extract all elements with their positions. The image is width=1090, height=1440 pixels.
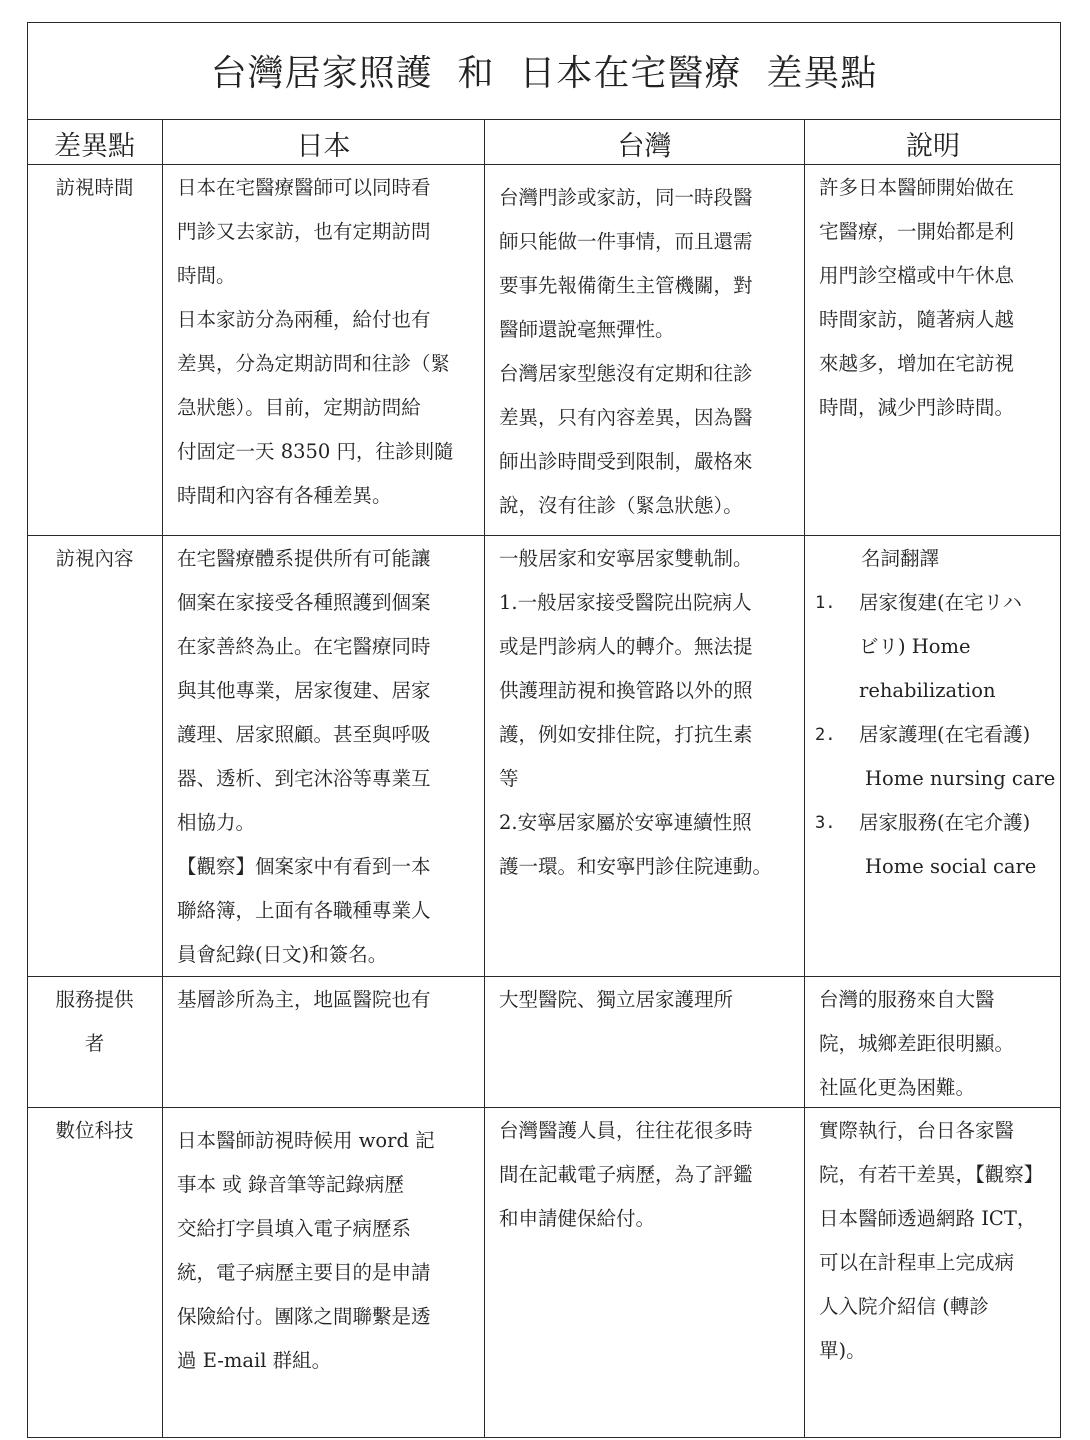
category-label: 數位科技 — [55, 1119, 134, 1142]
row-digital-tech-taiwan — [499, 1109, 803, 1241]
text-line: 居家復建(在宅リハ — [859, 591, 1023, 614]
glossary-heading: 名詞翻譯 — [861, 547, 940, 570]
text-line: 和申請健保給付。 — [499, 1207, 656, 1230]
header-divider — [27, 164, 1061, 165]
category-label: 者 — [84, 1032, 105, 1055]
text-line: 1.一般居家接受醫院出院病人 — [499, 591, 752, 614]
text-line: 護，例如安排住院，打抗生素 — [499, 723, 753, 746]
document-title: 台灣居家照護 和 日本在宅醫療 差異點 — [27, 22, 1061, 120]
text-line: 台灣的服務來自大醫 — [819, 988, 995, 1011]
row-visit-content-category — [27, 537, 162, 581]
text-line: 付固定一天 8350 円，往診則隨 — [177, 440, 454, 463]
text-line: 台灣醫護人員，往往花很多時 — [499, 1119, 753, 1142]
text-line: 人入院介紹信 (轉診 — [819, 1295, 989, 1318]
row-visit-content-taiwan — [499, 537, 803, 889]
column-divider-1 — [162, 120, 163, 1438]
text-line: 院，城鄉差距很明顯。 — [819, 1032, 1015, 1055]
text-line: 宅醫療，一開始都是利 — [819, 220, 1015, 243]
text-line: 要事先報備衛生主管機關，對 — [499, 274, 753, 297]
text-line: 在家善終為止。在宅醫療同時 — [177, 635, 431, 658]
text-line: 醫師還說毫無彈性。 — [499, 318, 675, 341]
row-visit-content-japan — [177, 537, 482, 977]
text-line: 用門診空檔或中午休息 — [819, 264, 1015, 287]
text-line: 過 E-mail 群組。 — [177, 1349, 332, 1372]
text-line: 居家服務(在宅介護) — [859, 811, 1031, 834]
text-line: 基層診所為主，地區醫院也有 — [177, 988, 431, 1011]
row-service-provider-japan — [177, 978, 482, 1022]
glossary-item-number: 2. — [815, 725, 836, 745]
glossary-item — [815, 801, 1059, 889]
text-line: 大型醫院、獨立居家護理所 — [499, 988, 734, 1011]
text-line: ビリ) Home — [859, 635, 971, 658]
glossary-item-text — [859, 713, 1059, 801]
text-line: 可以在計程車上完成病 — [819, 1251, 1015, 1274]
glossary-item-text — [859, 581, 1059, 713]
text-line: 日本醫師訪視時候用 word 記 — [177, 1129, 435, 1152]
text-line: 在宅醫療體系提供所有可能讓 — [177, 547, 431, 570]
text-line: 【觀察】個案家中有看到一本 — [177, 855, 431, 878]
row-visit-time-category — [27, 166, 162, 210]
glossary-item-text — [859, 801, 1059, 889]
glossary-item — [815, 713, 1059, 801]
text-line: 門診又去家訪，也有定期訪問 — [177, 220, 431, 243]
glossary-item-number: 3. — [815, 813, 836, 833]
text-line: 實際執行，台日各家醫 — [819, 1119, 1015, 1142]
text-line: 日本醫師透過網路 ICT， — [819, 1207, 1037, 1230]
text-line: 日本在宅醫療醫師可以同時看 — [177, 176, 431, 199]
row-visit-time-note — [819, 166, 1059, 430]
text-line: 一般居家和安寧居家雙軌制。 — [499, 547, 753, 570]
text-line: 時間和內容有各種差異。 — [177, 484, 392, 507]
glossary-item-number: 1. — [815, 593, 836, 613]
comparison-document — [27, 22, 1061, 1438]
text-line: 台灣居家型態沒有定期和往診 — [499, 362, 753, 385]
text-line: 事本 或 錄音筆等記錄病歷 — [177, 1173, 404, 1196]
row-digital-tech-japan — [177, 1119, 482, 1383]
text-line: 說，沒有往診（緊急狀態）。 — [499, 494, 743, 517]
text-line: 聯絡簿，上面有各職種專業人 — [177, 899, 431, 922]
column-divider-2 — [484, 120, 485, 1438]
text-line: 時間家訪，隨著病人越 — [819, 308, 1015, 331]
text-line: 間在記載電子病歷，為了評鑑 — [499, 1163, 753, 1186]
header-note: 說明 — [906, 130, 960, 162]
category-label: 訪視內容 — [55, 547, 134, 570]
text-line: 單)。 — [819, 1339, 866, 1362]
text-line: 師出診時間受到限制，嚴格來 — [499, 450, 753, 473]
row-digital-tech-category — [27, 1109, 162, 1153]
text-line: 台灣門診或家訪，同一時段醫 — [499, 186, 753, 209]
column-divider-3 — [804, 120, 805, 1438]
text-line: 社區化更為困難。 — [819, 1076, 976, 1099]
text-line: 居家護理(在宅看護) — [859, 723, 1031, 746]
text-line: 院，有若干差異，【觀察】 — [819, 1163, 1044, 1186]
text-line: 時間。 — [177, 264, 236, 287]
text-line: rehabilization — [859, 679, 996, 702]
text-line: 師只能做一件事情，而且還需 — [499, 230, 753, 253]
row-digital-tech-note — [819, 1109, 1059, 1373]
row-service-provider-taiwan — [499, 978, 803, 1022]
text-line: Home social care — [865, 855, 1037, 878]
glossary-item — [815, 581, 1059, 713]
text-line: 保險給付。團隊之間聯繫是透 — [177, 1305, 431, 1328]
text-line: 差異，只有內容差異，因為醫 — [499, 406, 753, 429]
text-line: 或是門診病人的轉介。無法提 — [499, 635, 753, 658]
text-line: 個案在家接受各種照護到個案 — [177, 591, 431, 614]
text-line: 差異，分為定期訪問和往診（緊 — [177, 352, 451, 375]
row-visit-time-taiwan — [499, 176, 803, 528]
text-line: 時間，減少門診時間。 — [819, 396, 1015, 419]
text-line: 2.安寧居家屬於安寧連續性照 — [499, 811, 752, 834]
text-line: 與其他專業，居家復建、居家 — [177, 679, 431, 702]
header-category: 差異點 — [54, 130, 135, 162]
text-line: 來越多，增加在宅訪視 — [819, 352, 1015, 375]
text-line: 統，電子病歷主要目的是申請 — [177, 1261, 431, 1284]
text-line: 等 — [499, 767, 519, 790]
text-line: 交給打字員填入電子病歷系 — [177, 1217, 412, 1240]
text-line: 護理、居家照顧。甚至與呼吸 — [177, 723, 431, 746]
text-line: 供護理訪視和換管路以外的照 — [499, 679, 753, 702]
row-visit-time-japan — [177, 166, 482, 518]
text-line: 日本家訪分為兩種，給付也有 — [177, 308, 431, 331]
category-label: 訪視時間 — [55, 176, 134, 199]
text-line: 器、透析、到宅沐浴等專業互 — [177, 767, 431, 790]
text-line: 護一環。和安寧門診住院連動。 — [499, 855, 773, 878]
row-service-provider-note — [819, 978, 1059, 1110]
text-line: 急狀態）。目前，定期訪問給 — [177, 396, 421, 419]
text-line: 許多日本醫師開始做在 — [819, 176, 1015, 199]
glossary-list — [815, 581, 1059, 889]
header-japan: 日本 — [296, 130, 351, 162]
row-visit-content-note — [815, 537, 1059, 889]
row-service-provider-category — [27, 978, 162, 1066]
text-line: Home nursing care — [865, 767, 1056, 790]
text-line: 員會紀錄(日文)和簽名。 — [177, 943, 388, 966]
header-taiwan: 台灣 — [617, 130, 672, 162]
row-divider-1 — [27, 535, 1061, 536]
text-line: 相協力。 — [177, 811, 256, 834]
category-label: 服務提供 — [55, 988, 134, 1011]
